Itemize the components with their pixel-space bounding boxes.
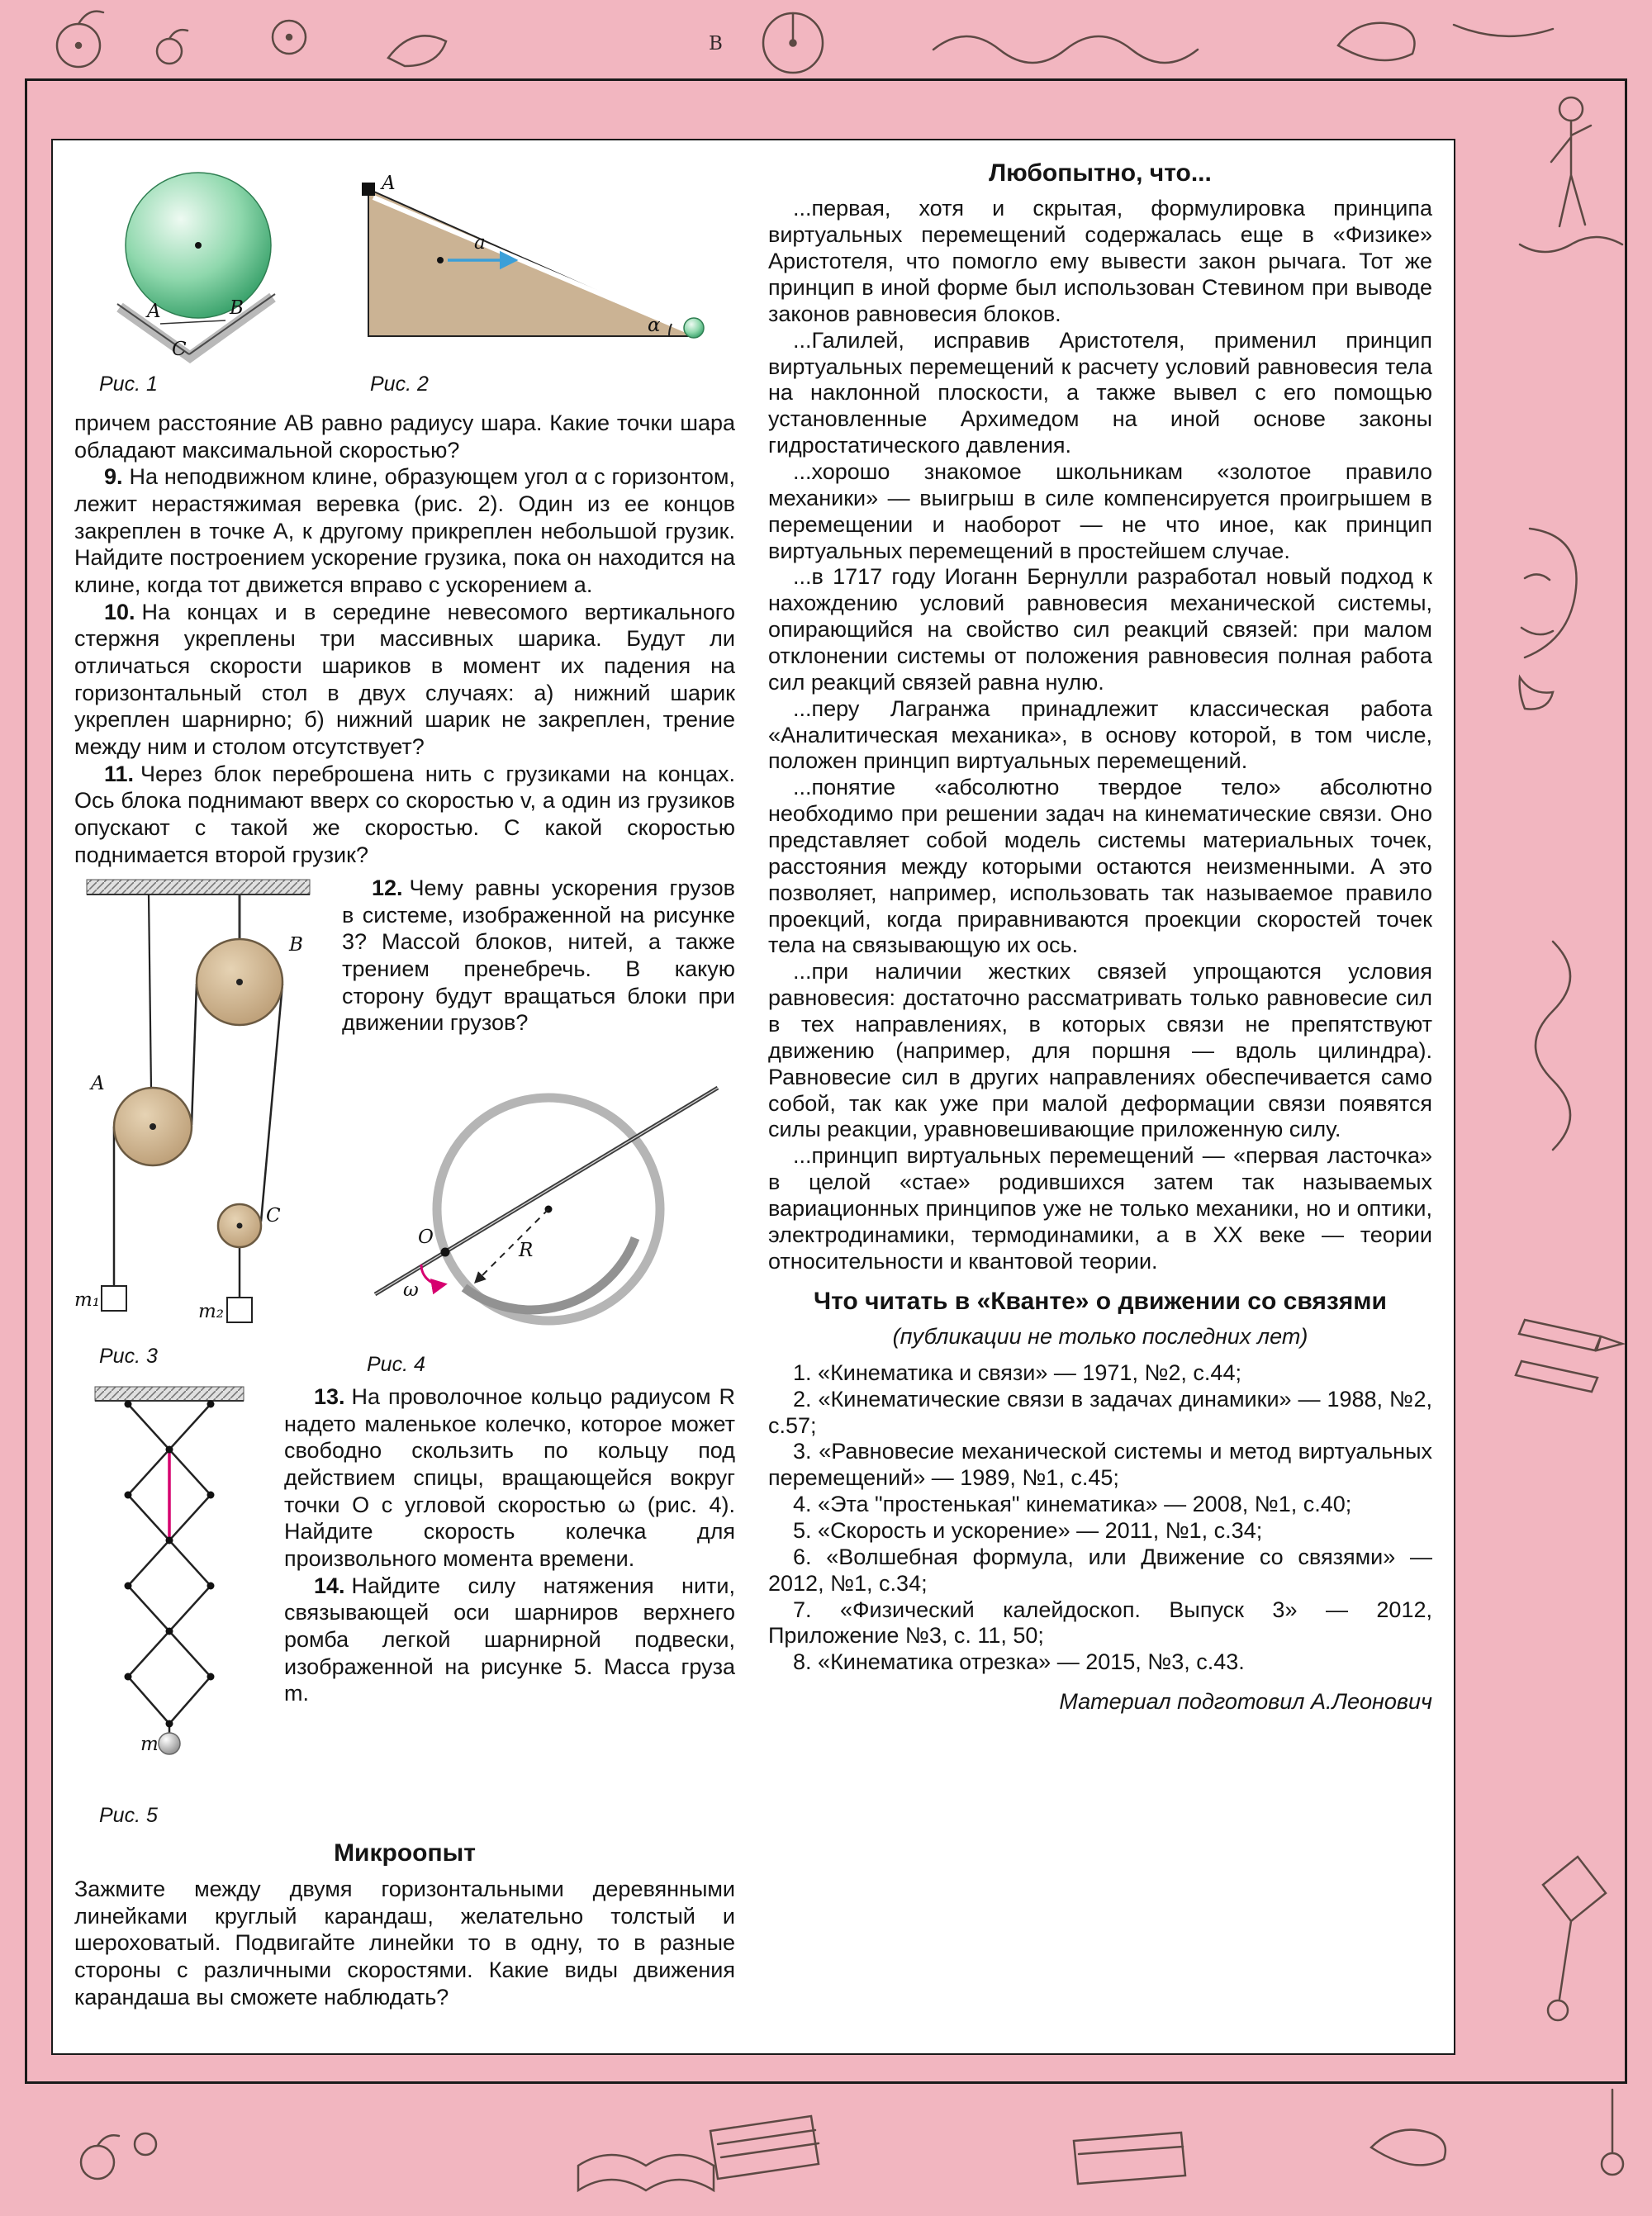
reading-item-7-number: 7.	[793, 1597, 812, 1622]
figure-5-scissor-linkage	[74, 1383, 264, 1796]
figure-2-inclined-plane	[345, 171, 717, 365]
fig3-caption: Рис. 3	[99, 1345, 158, 1369]
subcolumn-right-of-fig5	[284, 1383, 735, 1828]
curious-paragraph-5: ...перу Лагранжа принадлежит классическая работа «Аналитическая механика», в основу которой, в том числе, положен принцип виртуальных перемещений.	[768, 695, 1432, 774]
figure-3-pulley-system	[74, 875, 322, 1337]
reading-item-8-number: 8.	[793, 1649, 812, 1675]
content-area	[51, 139, 1455, 2055]
reading-item-2	[768, 1387, 1432, 1440]
curious-paragraph-3: ...хорошо знакомое школьникам «золотое правило механики» — выигрыш в силе компенсируется проигрышем в перемещении и наоборот — не что иное, как принцип виртуальных перемещений в простейшем случае.	[768, 458, 1432, 563]
problem-14-text: Найдите силу натяжения нити, связывающей оси шарниров верхнего ромба легкой шарнирной подвески, изображенной на рисунке 5. Масса груза m.	[284, 1573, 735, 1706]
row-fig3	[74, 875, 735, 1377]
fig1-label-A: A	[147, 301, 161, 322]
fig1-label-C: C	[172, 339, 187, 360]
reading-item-5	[768, 1518, 1432, 1545]
curious-paragraph-6: ...понятие «абсолютно твердое тело» абсолютно необходимо при решении задач на кинематические связи. Оно представляет собой модель системы материальных точек, расстояния между которыми остаются неизменными. А это позволяет, например, использовать так называемое правило проекций, когда приравниваются проекции скоростей точек тела на связывающую их ось.	[768, 775, 1432, 958]
fig2-label-A: A	[382, 173, 396, 194]
fig3-label-m2: m₂	[198, 1301, 225, 1323]
fig3-label-m1: m₁	[74, 1289, 101, 1312]
fig3-label-A: A	[91, 1073, 105, 1095]
problem-11-text: Через блок переброшена нить с грузиками на концах. Ось блока поднимают вверх со скоростью v, а один из грузиков опускают с такой же скоростью. С какой скоростью поднимается второй грузик?	[74, 761, 735, 867]
figure-2	[345, 171, 717, 396]
problem-12	[342, 875, 735, 1037]
problem-13-number: 13.	[314, 1384, 345, 1410]
problem-10	[74, 599, 735, 761]
figure-row-top	[74, 159, 735, 396]
fig4-label-omega: ω	[403, 1279, 419, 1302]
fig4-caption: Рис. 4	[367, 1353, 425, 1377]
figure-1	[74, 159, 322, 396]
row-fig5	[74, 1383, 735, 1828]
reading-item-7	[768, 1597, 1432, 1650]
reading-item-7-text: «Физический калейдоскоп. Выпуск 3» — 2012, Приложение №3, с. 11, 50;	[768, 1597, 1432, 1649]
reading-item-5-text: «Скорость и ускорение» — 2011, №1, с.34;	[818, 1518, 1263, 1544]
problem-9-text: На неподвижном клине, образующем угол α с горизонтом, лежит нерастяжимая веревка (рис. 2). Один из ее концов закреплен в точке A, к другому прикреплен небольшой грузик. Найдите построением ускорение грузика, пока он находится на клине, когда тот движется вправо с ускорением a.	[74, 464, 735, 597]
reading-item-8	[768, 1649, 1432, 1676]
reading-item-2-text: «Кинематические связи в задачах динамики» — 1988, №2, с.57;	[768, 1386, 1432, 1438]
reading-item-1-text: «Кинематика и связи» — 1971, №2, с.44;	[818, 1359, 1241, 1385]
curious-paragraph-2: ...Галилей, исправив Аристотеля, применил принцип виртуальных перемещений к расчету условий равновесия тела на наклонной плоскости, а также вывел с его помощью установленные Архимедом на иной основе законы гидростатического давления.	[768, 327, 1432, 458]
subcolumn-right-of-fig3	[342, 875, 735, 1377]
fig2-label-alpha: α	[648, 315, 661, 336]
author-credit: Материал подготовил А.Леонович	[1059, 1689, 1432, 1715]
problem-11	[74, 761, 735, 869]
curious-title: Любопытно, что...	[989, 159, 1212, 187]
figure-4	[342, 1048, 735, 1377]
reading-item-6-text: «Волшебная формула, или Движение со связями» — 2012, №1, с.34;	[768, 1544, 1432, 1596]
curious-paragraph-7: ...при наличии жестких связей упрощаются условия равновесия: достаточно рассматривать только равновесие сил в тех направлениях, в которых связи не препятствуют движению (например, для поршня — вдоль цилиндра). Равновесие сил в других направлениях обеспечивается само собой, так как уже при малой деформации связи появятся силы реакции, уравновешивающие приложенную силу.	[768, 959, 1432, 1142]
curious-paragraph-1: ...первая, хотя и скрытая, формулировка принципа виртуальных перемещений содержалась еще в «Физике» Аристотеля, что помогло ему вывести закон рычага. Тот же принцип в иной форме был использован Стевином при выводе законов равновесия блоков.	[768, 196, 1432, 326]
reading-item-3	[768, 1439, 1432, 1492]
right-column	[768, 159, 1432, 2035]
problem-9	[74, 463, 735, 598]
fig1-caption: Рис. 1	[99, 372, 158, 396]
intro-paragraph: причем расстояние AB равно радиусу шара. Какие точки шара обладают максимальной скоростью?	[74, 410, 735, 463]
fig3-label-C: C	[266, 1205, 281, 1227]
reading-item-5-number: 5.	[793, 1518, 812, 1544]
reading-item-8-text: «Кинематика отрезка» — 2015, №3, с.43.	[818, 1649, 1245, 1675]
reading-title: Что читать в «Кванте» о движении со связями	[814, 1287, 1387, 1315]
fig1-label-B: B	[230, 297, 244, 319]
microexperiment-title: Микроопыт	[334, 1839, 476, 1867]
fig5-label-m: m	[140, 1734, 159, 1756]
fig4-label-O: O	[418, 1227, 434, 1249]
reading-item-6	[768, 1545, 1432, 1597]
problem-12-number: 12.	[372, 875, 403, 901]
reading-item-4-text: «Эта "простенькая" кинематика» — 2008, №1, с.40;	[818, 1492, 1352, 1517]
problem-13	[284, 1383, 735, 1573]
left-column	[74, 159, 735, 2035]
svg-text:B: B	[709, 33, 723, 55]
problem-14	[284, 1573, 735, 1707]
problem-14-number: 14.	[314, 1573, 345, 1598]
problem-10-text: На концах и в середине невесомого вертикального стержня укреплены три массивных шарика. Будут ли отличаться скорости шариков в момент их падения на горизонтальный стол в двух случаях: а) нижний шарик укреплен шарнирно; б) нижний шарик не закреплен, трение между ним и столом отсутствует?	[74, 599, 735, 759]
curious-paragraph-8: ...принцип виртуальных перемещений — «первая ласточка» в целой «стае» родившихся затем так называемых вариационных принципов уже не только механики, но и оптики, электродинамики, термодинамики, а в XX веке — теории относительности и квантовой теории.	[768, 1143, 1432, 1274]
reading-item-3-number: 3.	[793, 1439, 812, 1464]
reading-item-4-number: 4.	[793, 1492, 812, 1517]
curious-paragraph-4: ...в 1717 году Иоганн Бернулли разработал новый подход к нахождению условий равновесия механической системы, опирающийся на свойство сил реакций связей: при малом отклонении системы от положения равновесия полная работа сил реакций связей равна нулю.	[768, 564, 1432, 695]
reading-subtitle: (публикации не только последних лет)	[892, 1324, 1308, 1350]
reading-item-1	[768, 1360, 1432, 1387]
reading-item-1-number: 1.	[793, 1359, 812, 1385]
fig3-label-B: B	[289, 934, 303, 956]
figure-4-ring-and-spoke	[342, 1048, 722, 1345]
microexperiment-text: Зажмите между двумя горизонтальными деревянными линейками круглый карандаш, желательно толстый и шероховатый. Подвигайте линейки то в одну, то в разные стороны с различными скоростями. Какие виды движения карандаша вы сможете наблюдать?	[74, 1877, 735, 2010]
problem-13-text: На проволочное кольцо радиусом R надето маленькое колечко, которое может свободно скользить по кольцу под действием спицы, вращающейся вокруг точки O с угловой скоростью ω (рис. 4). Найдите скорость колечка для произвольного момента времени.	[284, 1384, 735, 1572]
fig4-label-R: R	[519, 1240, 534, 1262]
problem-12-text: Чему равны ускорения грузов в системе, изображенной на рисунке 3? Массой блоков, нитей, а также трением пренебречь. В какую сторону будут вращаться блоки при движении грузов?	[342, 875, 735, 1036]
reading-item-2-number: 2.	[793, 1386, 812, 1412]
reading-item-6-number: 6.	[793, 1544, 812, 1569]
reading-item-4	[768, 1492, 1432, 1518]
fig5-caption: Рис. 5	[99, 1804, 158, 1828]
problem-10-number: 10.	[104, 599, 135, 624]
fig2-label-a: a	[474, 232, 486, 254]
figure-1-sphere-on-wedge	[74, 159, 322, 365]
problem-9-number: 9.	[104, 464, 123, 490]
problem-11-number: 11.	[104, 761, 135, 786]
figure-5	[74, 1383, 264, 1828]
fig2-caption: Рис. 2	[370, 372, 429, 396]
reading-item-3-text: «Равновесие механической системы и метод виртуальных перемещений» — 1989, №1, с.45;	[768, 1439, 1432, 1491]
figure-3	[74, 875, 322, 1377]
